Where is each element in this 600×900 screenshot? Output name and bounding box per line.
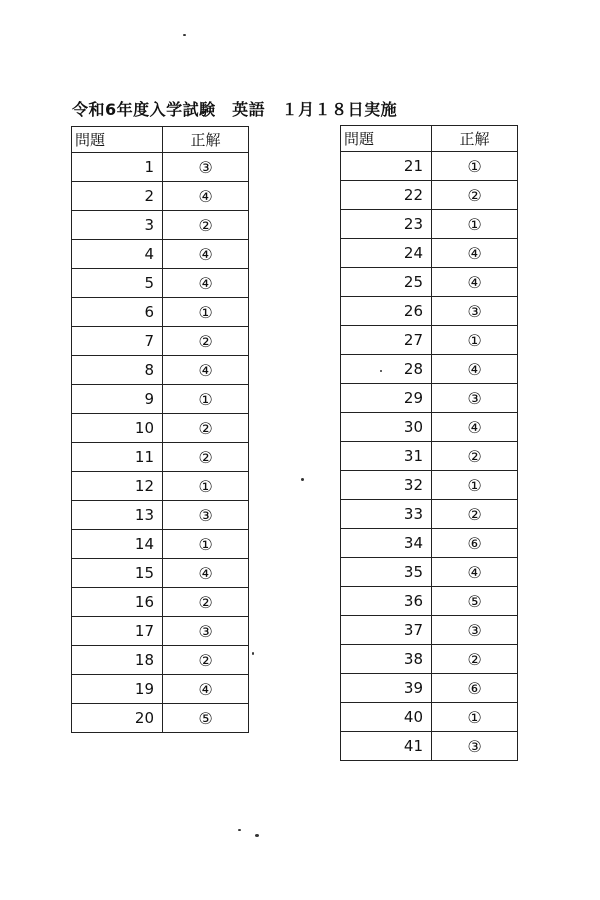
column-header-question: 問題 (341, 126, 432, 152)
table-row (72, 269, 249, 298)
answer-choice: ① (163, 530, 249, 559)
table-row (72, 356, 249, 385)
answer-choice: ② (163, 414, 249, 443)
table-row (341, 529, 518, 558)
question-number: 14 (72, 530, 163, 559)
table-row (341, 587, 518, 616)
table-row (341, 326, 518, 355)
question-number: 41 (341, 732, 432, 761)
answer-choice: ② (163, 443, 249, 472)
table-row (72, 240, 249, 269)
question-number: 20 (72, 704, 163, 733)
question-number: 37 (341, 616, 432, 645)
question-number: 12 (72, 472, 163, 501)
answer-choice: ① (163, 472, 249, 501)
table-row (341, 384, 518, 413)
table-row (72, 211, 249, 240)
table-row (341, 616, 518, 645)
table-row (72, 153, 249, 182)
table-row (72, 298, 249, 327)
table-row (341, 355, 518, 384)
answer-choice: ③ (432, 616, 518, 645)
table-row (72, 530, 249, 559)
question-number: 6 (72, 298, 163, 327)
answer-choice: ⑤ (432, 587, 518, 616)
question-number: 22 (341, 181, 432, 210)
table-row (341, 558, 518, 587)
question-number: 32 (341, 471, 432, 500)
answer-choice: ④ (432, 268, 518, 297)
question-number: 35 (341, 558, 432, 587)
question-number: 30 (341, 413, 432, 442)
answer-choice: ② (432, 500, 518, 529)
question-number: 29 (341, 384, 432, 413)
table-row (72, 472, 249, 501)
table-header-row (72, 127, 249, 153)
answer-choice: ② (163, 588, 249, 617)
scan-speck (238, 829, 241, 831)
table-row (72, 704, 249, 733)
question-number: 13 (72, 501, 163, 530)
question-number: 27 (341, 326, 432, 355)
table-row (341, 268, 518, 297)
answer-choice: ① (432, 326, 518, 355)
scan-speck (255, 834, 259, 837)
answer-choice: ① (163, 298, 249, 327)
table-row (341, 297, 518, 326)
table-row (72, 443, 249, 472)
column-header-question: 問題 (72, 127, 163, 153)
answer-choice: ④ (432, 239, 518, 268)
question-number: 11 (72, 443, 163, 472)
question-number: 8 (72, 356, 163, 385)
question-number: 21 (341, 152, 432, 181)
answer-choice: ⑤ (163, 704, 249, 733)
question-number: 39 (341, 674, 432, 703)
question-number: 7 (72, 327, 163, 356)
table-row (341, 152, 518, 181)
table-row (341, 500, 518, 529)
question-number: 10 (72, 414, 163, 443)
answer-table-left (71, 126, 249, 733)
page-title: 令和6年度入学試験 英語 １月１８日実施 (72, 100, 398, 119)
table-row (72, 182, 249, 211)
question-number: 3 (72, 211, 163, 240)
answer-choice: ② (432, 181, 518, 210)
table-row (341, 703, 518, 732)
answer-choice: ② (163, 327, 249, 356)
table-row (72, 646, 249, 675)
question-number: 26 (341, 297, 432, 326)
question-number: 4 (72, 240, 163, 269)
question-number: 24 (341, 239, 432, 268)
answer-choice: ④ (163, 240, 249, 269)
answer-choice: ③ (432, 732, 518, 761)
answer-choice: ① (432, 210, 518, 239)
question-number: 31 (341, 442, 432, 471)
answer-choice: ⑥ (432, 674, 518, 703)
answer-choice: ③ (163, 501, 249, 530)
answer-choice: ① (432, 703, 518, 732)
answer-choice: ① (432, 471, 518, 500)
table-row (72, 385, 249, 414)
question-number: 1 (72, 153, 163, 182)
question-number: 33 (341, 500, 432, 529)
answer-choice: ② (432, 645, 518, 674)
question-number: 19 (72, 675, 163, 704)
answer-choice: ④ (163, 559, 249, 588)
answer-choice: ⑥ (432, 529, 518, 558)
answer-choice: ④ (163, 182, 249, 211)
table-row (341, 210, 518, 239)
answer-choice: ④ (432, 355, 518, 384)
table-row (341, 645, 518, 674)
column-header-answer: 正解 (432, 126, 518, 152)
scan-speck (183, 34, 186, 36)
question-number: 18 (72, 646, 163, 675)
question-number: 17 (72, 617, 163, 646)
question-number: 16 (72, 588, 163, 617)
answer-choice: ③ (163, 153, 249, 182)
scan-speck (252, 652, 254, 655)
scan-speck (380, 370, 382, 372)
answer-choice: ④ (163, 675, 249, 704)
table-row (72, 414, 249, 443)
column-header-answer: 正解 (163, 127, 249, 153)
question-number: 23 (341, 210, 432, 239)
table-row (341, 413, 518, 442)
answer-choice: ② (432, 442, 518, 471)
answer-table-right (340, 125, 518, 761)
answer-choice: ② (163, 211, 249, 240)
table-row (72, 501, 249, 530)
question-number: 38 (341, 645, 432, 674)
table-row (72, 675, 249, 704)
answer-choice: ③ (432, 384, 518, 413)
table-row (341, 442, 518, 471)
answer-choice: ③ (163, 617, 249, 646)
table-row (72, 617, 249, 646)
table-row (341, 471, 518, 500)
question-number: 5 (72, 269, 163, 298)
table-row (72, 588, 249, 617)
table-row (341, 674, 518, 703)
question-number: 15 (72, 559, 163, 588)
question-number: 25 (341, 268, 432, 297)
answer-choice: ④ (163, 356, 249, 385)
question-number: 28 (341, 355, 432, 384)
answer-choice: ② (163, 646, 249, 675)
table-row (341, 732, 518, 761)
answer-choice: ③ (432, 297, 518, 326)
answer-choice: ① (163, 385, 249, 414)
question-number: 36 (341, 587, 432, 616)
answer-choice: ④ (432, 413, 518, 442)
table-row (341, 239, 518, 268)
answer-choice: ④ (163, 269, 249, 298)
scan-speck (301, 478, 304, 481)
answer-choice: ① (432, 152, 518, 181)
question-number: 9 (72, 385, 163, 414)
table-row (72, 559, 249, 588)
answer-choice: ④ (432, 558, 518, 587)
table-row (72, 327, 249, 356)
question-number: 2 (72, 182, 163, 211)
table-row (341, 181, 518, 210)
question-number: 40 (341, 703, 432, 732)
question-number: 34 (341, 529, 432, 558)
table-header-row (341, 126, 518, 152)
